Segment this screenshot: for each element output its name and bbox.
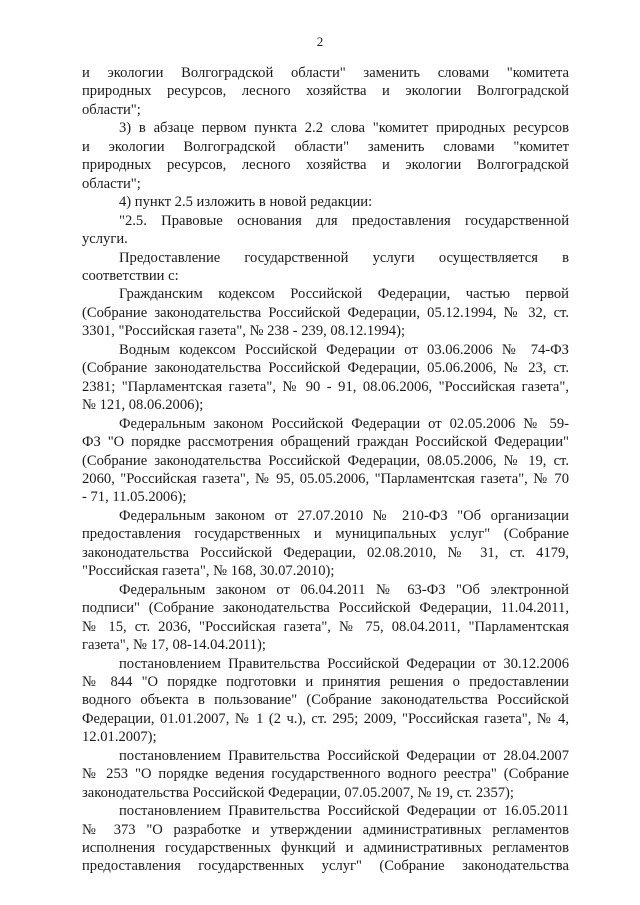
paragraph xyxy=(82,64,569,119)
text-line: и экологии Волгоградской области" заменить словами "комитет xyxy=(82,138,569,155)
document-body xyxy=(82,64,569,876)
text-line: ФЗ "О порядке рассмотрения обращений граждан Российской Федерации" xyxy=(82,434,569,451)
text-line: 2060, "Российская газета", № 95, 05.05.2006, "Парламентская газета", № 70 xyxy=(82,470,569,487)
text-line: услуги. xyxy=(82,231,128,248)
text-line: постановлением Правительства Российской Федерации от 30.12.2006 xyxy=(119,655,569,672)
paragraph xyxy=(82,285,569,340)
text-line: Предоставление государственной услуги осуществляется в xyxy=(119,249,569,266)
text-line: области"; xyxy=(82,101,141,118)
text-line: "2.5. Правовые основания для предоставления государственной xyxy=(119,212,569,229)
text-line: (Собрание законодательства Российской Федерации, 05.12.1994, № 32, ст. xyxy=(82,304,569,321)
paragraph xyxy=(82,655,569,747)
text-line: № 844 "О порядке подготовки и принятия решения о предоставлении xyxy=(82,673,569,690)
text-line: № 121, 08.06.2006); xyxy=(82,397,204,414)
text-line: № 253 "О порядке ведения государственного водного реестра" (Собрание xyxy=(82,766,569,783)
text-line: 3) в абзаце первом пункта 2.2 слова "комитет природных ресурсов xyxy=(119,120,569,137)
text-line: природных ресурсов, лесного хозяйства и экологии Волгоградской xyxy=(82,83,569,100)
text-line: исполнения государственных функций и административных регламентов xyxy=(82,840,569,857)
text-line: законодательства Российской Федерации, 02.08.2010, № 31, ст. 4179, xyxy=(82,544,569,561)
paragraph xyxy=(82,802,569,876)
text-line: водного объекта в пользование" (Собрание законодательства Российской xyxy=(82,692,569,709)
text-line: - 71, 11.05.2006); xyxy=(82,489,187,506)
text-line: "Российская газета", № 168, 30.07.2010); xyxy=(82,563,335,580)
text-line: газета", № 17, 08-14.04.2011); xyxy=(82,637,266,654)
text-line: подписи" (Собрание законодательства Российской Федерации, 11.04.2011, xyxy=(82,600,569,617)
text-line: природных ресурсов, лесного хозяйства и экологии Волгоградской xyxy=(82,157,569,174)
paragraph xyxy=(82,507,569,581)
text-line: Федеральным законом от 27.07.2010 № 210-ФЗ "Об организации xyxy=(119,507,569,524)
text-line: Федеральным законом от 06.04.2011 № 63-ФЗ "Об электронной xyxy=(119,581,569,598)
text-line: № 15, ст. 2036, "Российская газета", № 75, 08.04.2011, "Парламентская xyxy=(82,618,569,635)
paragraph xyxy=(82,415,569,507)
text-line: № 373 "О разработке и утверждении административных регламентов xyxy=(82,821,569,838)
text-line: Водным кодексом Российской Федерации от 03.06.2006 № 74-ФЗ xyxy=(119,341,569,358)
paragraph xyxy=(82,581,569,655)
text-line: 4) пункт 2.5 изложить в новой редакции: xyxy=(119,194,373,211)
text-line: предоставления государственных услуг" (Собрание законодательства xyxy=(82,858,569,875)
text-line: (Собрание законодательства Российской Федерации, 05.06.2006, № 23, ст. xyxy=(82,360,569,377)
text-line: 3301, "Российская газета", № 238 - 239, 08.12.1994); xyxy=(82,323,406,340)
text-line: и экологии Волгоградской области" заменить словами "комитета xyxy=(82,65,569,81)
text-line: законодательства Российской Федерации, 07.05.2007, № 19, ст. 2357); xyxy=(82,784,514,801)
paragraph xyxy=(82,212,569,249)
text-line: Федеральным законом Российской Федерации от 02.05.2006 № 59- xyxy=(119,415,569,432)
text-line: предоставления государственных и муниципальных услуг" (Собрание xyxy=(82,526,569,543)
text-line: Федерации, 01.01.2007, № 1 (2 ч.), ст. 295; 2009, "Российская газета", № 4, xyxy=(82,710,569,727)
text-line: 12.01.2007); xyxy=(82,729,157,746)
text-line: (Собрание законодательства Российской Федерации, 08.05.2006, № 19, ст. xyxy=(82,452,569,469)
paragraph xyxy=(82,747,569,802)
paragraph xyxy=(82,119,569,193)
text-line: 2381; "Парламентская газета", № 90 - 91, 08.06.2006, "Российская газета", xyxy=(82,378,569,395)
paragraph xyxy=(82,249,569,286)
text-line: постановлением Правительства Российской Федерации от 28.04.2007 xyxy=(119,747,569,764)
text-line: Гражданским кодексом Российской Федерации, частью первой xyxy=(119,286,569,303)
text-line: соответствии с: xyxy=(82,267,179,284)
page-number: 2 xyxy=(316,34,324,49)
paragraph xyxy=(82,193,569,211)
text-line: области"; xyxy=(82,175,141,192)
text-line: постановлением Правительства Российской Федерации от 16.05.2011 xyxy=(119,803,569,820)
paragraph xyxy=(82,341,569,415)
